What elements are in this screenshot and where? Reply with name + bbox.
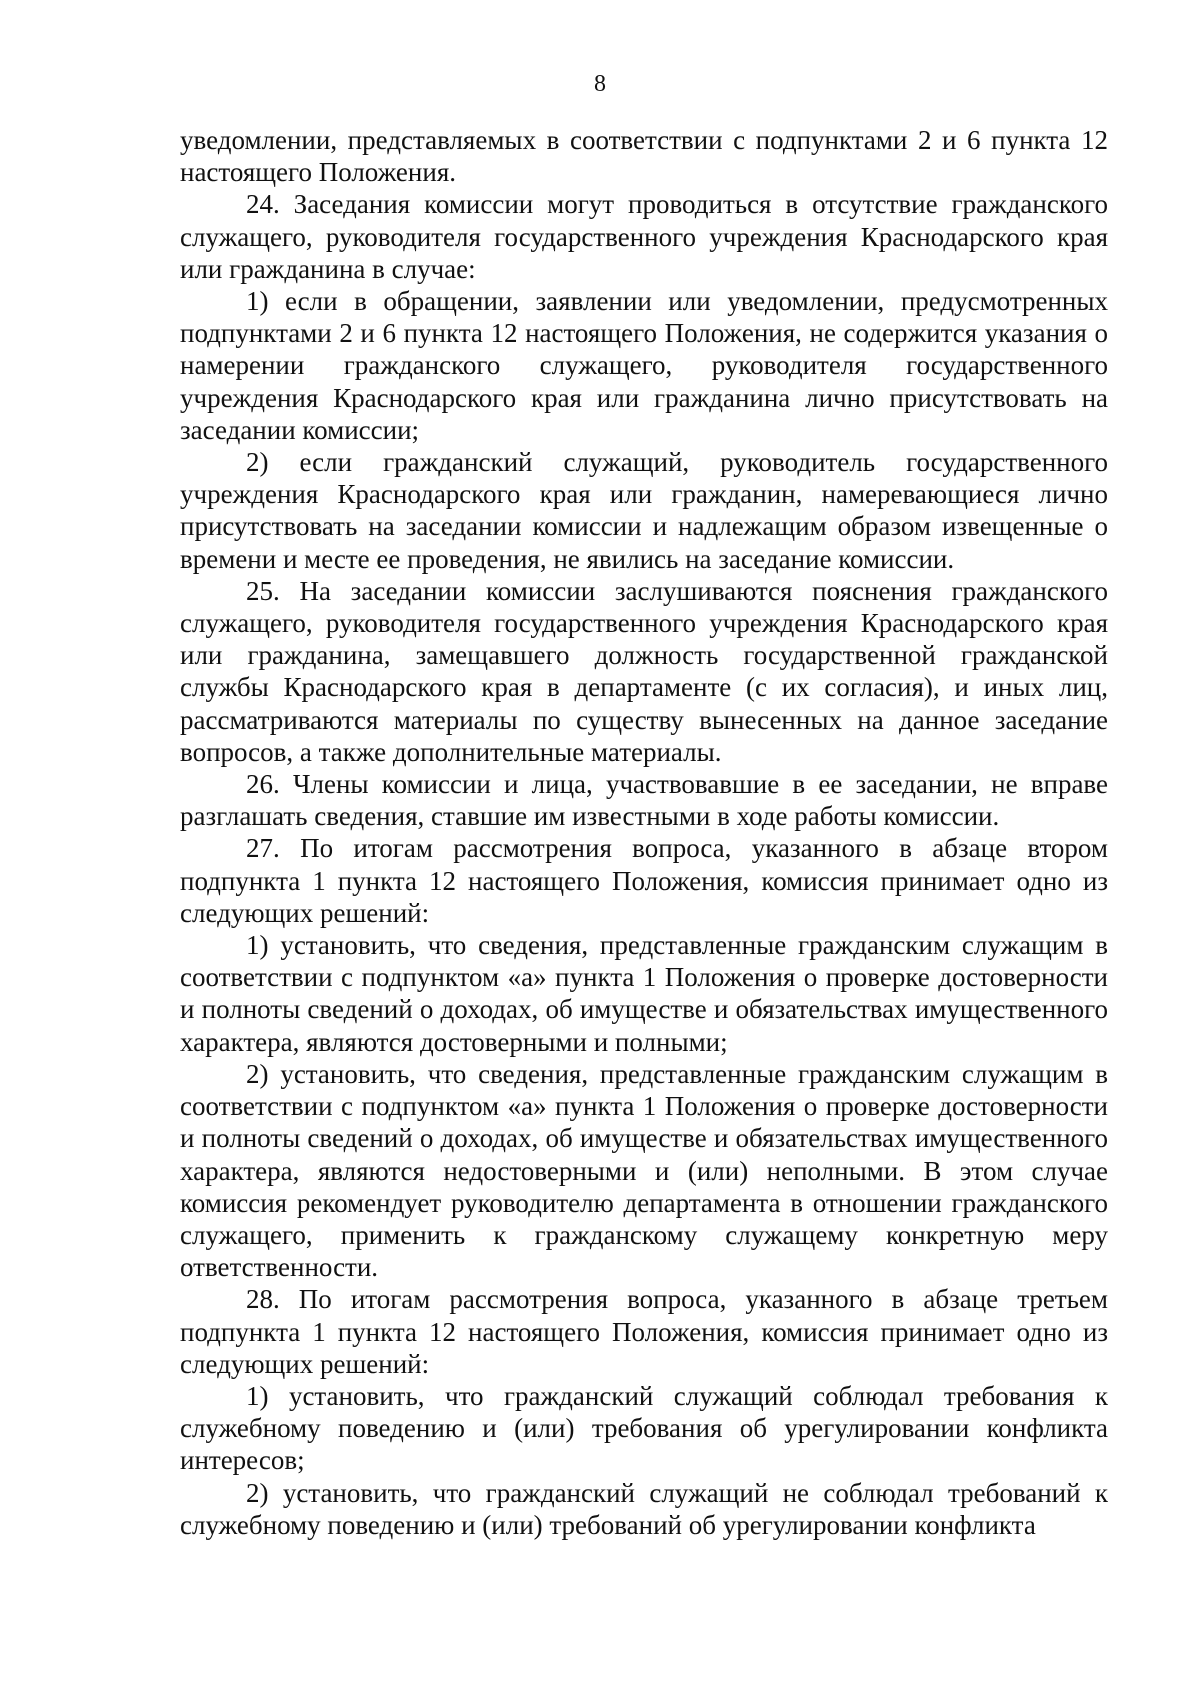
paragraph-28: 28. По итогам рассмотрения вопроса, указанного в абзаце третьем подпункта 1 пункта 12 настоящего Положения, комиссия принимает одно из следующих решений: (180, 1284, 1108, 1379)
paragraph-continuation: уведомлении, представляемых в соответствии с подпунктами 2 и 6 пункта 12 настоящего Положения. (180, 125, 1108, 188)
paragraph-27-item-1: 1) установить, что сведения, представленные гражданским служащим в соответствии с подпунктом «а» пункта 1 Положения о проверке достоверности и полноты сведений о доходах, об имуществе и обязательствах имущественного характера, являются достоверными и полными; (180, 930, 1108, 1057)
paragraph-28-item-1: 1) установить, что гражданский служащий соблюдал требования к служебному поведению и (или) требования об урегулировании конфликта интересов; (180, 1380, 1108, 1476)
paragraph-24-item-2: 2) если гражданский служащий, руководитель государственного учреждения Краснодарского края или гражданин, намеревающиеся лично присутствовать на заседании комиссии и надлежащим образом извещенные о времени и месте ее проведения, не явились на заседание комиссии. (180, 447, 1108, 574)
page-number: 8 (594, 71, 606, 97)
paragraph-28-item-2: 2) установить, что гражданский служащий не соблюдал требований к служебному поведению и (или) требований об урегулировании конфликта (180, 1477, 1108, 1540)
paragraph-24-item-1: 1) если в обращении, заявлении или уведомлении, предусмотренных подпунктами 2 и 6 пункта 12 настоящего Положения, не содержится указания о намерении гражданского служащего, руководителя государственного учреждения Краснодарского края или гражданина лично присутствовать на заседании комиссии; (180, 286, 1108, 445)
document-body (180, 124, 1108, 1541)
paragraph-24: 24. Заседания комиссии могут проводиться в отсутствие гражданского служащего, руководителя государственного учреждения Краснодарского края или гражданина в случае: (180, 189, 1108, 284)
paragraph-25: 25. На заседании комиссии заслушиваются пояснения гражданского служащего, руководителя государственного учреждения Краснодарского края или гражданина, замещавшего должность государственной гражданской службы Краснодарского края в департаменте (с их согласия), и иных лиц, рассматриваются материалы по существу вынесенных на данное заседание вопросов, а также дополнительные материалы. (180, 575, 1108, 767)
paragraph-27-item-2: 2) установить, что сведения, представленные гражданским служащим в соответствии с подпунктом «а» пункта 1 Положения о проверке достоверности и полноты сведений о доходах, об имуществе и обязательствах имущественного характера, являются недостоверными и (или) неполными. В этом случае комиссия рекомендует руководителю департамента в отношении гражданского служащего, применить к гражданскому служащему конкретную меру ответственности. (180, 1058, 1108, 1283)
paragraph-26: 26. Члены комиссии и лица, участвовавшие в ее заседании, не вправе разглашать сведения, ставшие им известными в ходе работы комиссии. (180, 769, 1108, 832)
paragraph-27: 27. По итогам рассмотрения вопроса, указанного в абзаце втором подпункта 1 пункта 12 настоящего Положения, комиссия принимает одно из следующих решений: (180, 833, 1108, 928)
